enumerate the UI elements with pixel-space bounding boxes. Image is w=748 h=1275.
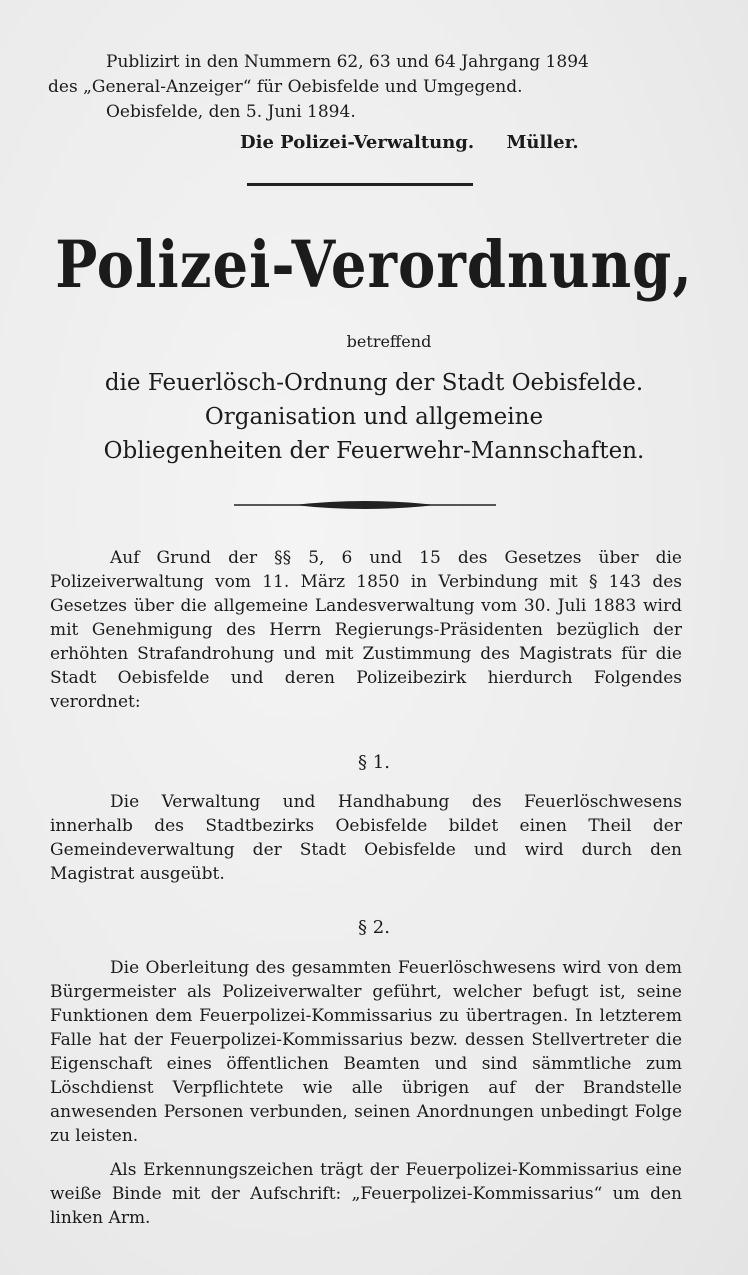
preamble-paragraph: Auf Grund der §§ 5, 6 und 15 des Gesetzes über die Polizeiverwaltung vom 11. März 1850 in Verbindung mit § 143 des Gesetzes über die allgemeine Landesverwaltung vom 30. Juli 1883 wird mit Genehmigung des Herrn Regierungs-Präsidenten bezüglich der erhöhten Strafandrohung und mit Zustimmung des Magistrats für die Stadt Oebisfelde und deren Polizeibezirk hierdurch Folgendes verordnet: [50, 548, 682, 712]
publication-line-1: Publizirt in den Nummern 62, 63 und 64 Jahrgang 1894 [106, 52, 589, 72]
signer-name: Müller. [506, 132, 579, 153]
document-subtitle [0, 366, 748, 468]
subtitle-line-1: die Feuerlösch-Ordnung der Stadt Oebisfelde. [104, 370, 644, 396]
authority-name: Die Polizei-Verwaltung. [240, 132, 475, 153]
section-2-heading: § 2. [358, 917, 390, 938]
section-1-text: Die Verwaltung und Handhabung des Feuerlöschwesens innerhalb des Stadtbezirks Oebisfelde bildet einen Theil der Gemeindeverwaltung der Stadt Oebisfelde und wird durch den Magistrat ausgeübt. [50, 792, 682, 884]
section-1-heading: § 1. [358, 752, 390, 773]
section-2-text: Die Oberleitung des gesammten Feuerlöschwesens wird von dem Bürgermeister als Polizeiverwalter geführt, welcher befugt ist, seine Funktionen dem Feuerpolizei-Kommissarius zu übertragen. In letzterem Falle hat der Feuerpolizei-Kommissarius bezw. dessen Stellvertreter die Eigenschaft eines öffentlichen Beamten und sind sämmtliche zum Löschdienst Verpflichtete wie alle übrigen auf der Brandstelle anwesenden Personen verbunden, seinen Anordnungen unbedingt Folge zu leisten. [50, 958, 682, 1146]
ornamental-divider [234, 498, 496, 512]
document-title: Polizei-Verordnung, [55, 227, 693, 303]
divider-rule [247, 183, 473, 186]
publication-line-2: des „General-Anzeiger“ für Oebisfelde und Umgegend. [48, 77, 523, 97]
subtitle-line-3: Obliegenheiten der Feuerwehr-Mannschaften. [103, 438, 645, 464]
signature-line [240, 132, 660, 153]
publication-line-3: Oebisfelde, den 5. Juni 1894. [106, 102, 356, 122]
subtitle-line-2: Organisation und allgemeine [204, 404, 544, 430]
section-2-text-2: Als Erkennungszeichen trägt der Feuerpolizei-Kommissarius eine weiße Binde mit der Aufschrift: „Feuerpolizei-Kommissarius“ um den linken Arm. [50, 1160, 682, 1228]
publication-note [48, 50, 688, 125]
betreffend-label: betreffend [346, 332, 432, 351]
